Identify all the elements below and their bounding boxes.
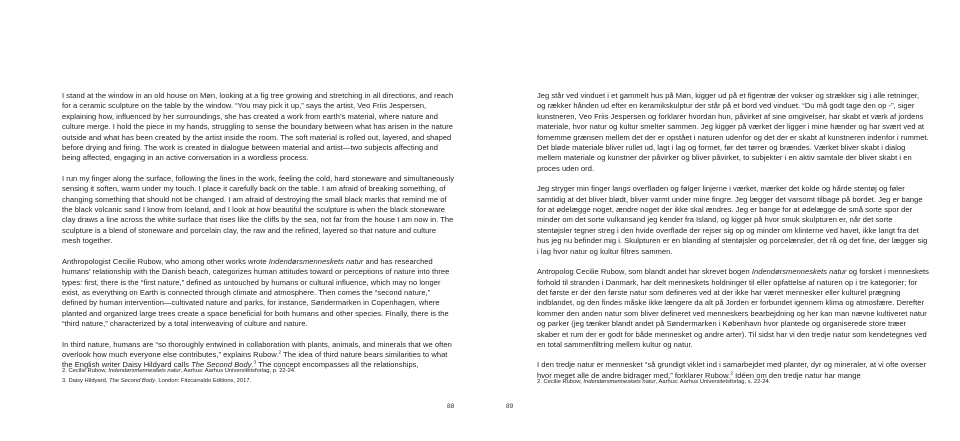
text-run: 2. Cecilie Rubow, — [62, 368, 109, 374]
paragraph — [537, 184, 929, 257]
text-run: Anthropologist Cecilie Rubow, who among other works wrote — [62, 256, 269, 266]
text-run: Indendørsmenneskets natur — [268, 256, 364, 266]
text-run: Idéen om den tredje natur har mange — [732, 370, 861, 380]
text-run: The Second Body — [109, 378, 156, 384]
text-run: I stand at the window in an old house on Møn, looking at a fig tree growing and stretching in all directions, and reach for a ceramic sculpture on the table by the window. “You may pick it up,” says the artist, Veo Friis Jespersen, explaining how, influenced by her surroundings, she has created a work from earth’s material, where nature and culture merge. I hold the piece in my hands, struggling to sense the boundary between what has arisen in the nature outside and what has been created by the artist inside the room. The soft material is rolled out, layered, and shaped before drying and firing. The work is created in dialogue between material and artist—two subjects affecting and being affected, engaging in an active conversation in a wordless process. — [62, 91, 454, 163]
paragraph — [62, 91, 454, 164]
paragraph — [62, 257, 454, 330]
text-run: 2. Cecilie Rubow, — [537, 379, 584, 385]
text-run: Jeg stryger min finger langs overfladen og følger linjerne i værket, mærker det kolde og hårde stentøj og føler samtidig at det bliver blødt, bliver varmt under mine fingre. Jeg lægger det varsomt tilbage på bordet. Jeg er bange for at ødelægge noget, ændre noget der ikke skal ændres. Jeg er bange for at ødelægge de små sorte spor der minder om det sorte vulkansand jeg kender fra Island, og kigger på hvor smuk skulpturen er, når det sorte stentøjsler tegner streg i den hvide overflade der rejser sig op og minder om klinterne ved havet, ikke langt fra det hus jeg nu befinder mig i. Skulpturen er en blanding af stentøjsler og porcelænsler, det rå og det fine, der lægger sig i lag hvor natur og kultur filtres sammen. — [537, 184, 928, 256]
text-run: , Aarhus: Aarhus Universitetsforlag, s. 22-24. — [655, 379, 771, 385]
page-number-right: 89 — [506, 403, 514, 410]
text-run: 3. Daisy Hildyard, — [62, 378, 110, 384]
paragraph — [62, 366, 454, 376]
text-run: In third nature, humans are “so thoroughly entwined in collaboration with plants, animals, and minerals that we often overlook how much everyone else contributes,” explains Rubow. — [62, 339, 452, 359]
page-right — [480, 0, 960, 441]
footnote-reference: 2 — [730, 370, 733, 376]
text-run: , Aarhus: Aarhus Universitetsforlag, p. 22-24. — [180, 368, 296, 374]
page-right-body-text — [537, 91, 929, 381]
paragraph — [537, 267, 929, 350]
text-run: and has researched humans’ relationship with the Danish beach, categorizes human attitudes toward or perceptions of nature into three types: first, there is the “first nature,” defined as untouched by humans or cultural influence, which may no longer exist, as everything on Earth is connected through climate and atmosphere. Then comes the “second nature,” defined by human intervention—cultivated nature and parks, for instance, Søndermarken in Copenhagen, where planted and organized large trees create a space beneficial for both humans and other species. Finally, there is the “third nature,” characterized by a total interweaving of culture and nature. — [62, 256, 450, 329]
text-run: The Second Body — [191, 360, 252, 370]
text-run: og forsket i menneskets forhold til stranden i Danmark, har delt menneskets holdninger til eller opfattelse af naturen op i tre kategorier; for det første er der den første natur som defineres ved at der ikke har været mennesker eller kulturel prægning indblandet, og den findes måske ikke længere da alt på Jorden er forbundet igennem klima og atmosfære. Derefter kommer den anden natur som bliver defineret ved menneskers bearbejdning og her kan man nævne kultiveret natur og parker (jeg tænker blandt andet på Søndermarken i København hvor plantede og organiserede store træer skaber et rum der er godt for både mennesket og andre arter). Til sidst har vi den tredje natur som kendetegnes ved en total sammenfiltring mellem kultur og natur. — [537, 267, 929, 349]
page-left-body-text — [62, 91, 454, 371]
text-run: The concept encompasses all the relationships, — [256, 360, 419, 370]
text-run: Jeg står ved vinduet i et gammelt hus på Møn, kigger ud på et figentræ der vokser og strækker sig i alle retninger, og rækker hånden ud efter en keramikskulptur der står på et bord ved vinduet. “Du må godt tage den op -”, siger kunstneren, Veo Friis Jespersen og forklarer hvordan hun, påvirket af sine omgivelser, har skabt et værk af jordens materiale, hvor natur og kultur smelter sammen. Jeg kigger på værket der ligger i mine hænder og har svært ved at fornemme grænsen mellem det der er opstået i naturen udenfor og det der er skabt af kunstneren indenfor i rummet. Det bløde materiale bliver rullet ud, lagt i lag og formet, før det tørrer og brændes. Værket bliver skabt i dialog mellem materiale og kunstner der påvirker og bliver påvirket, to subjekter i en aktiv samtale der bliver skabt i en proces uden ord. — [537, 91, 929, 173]
page-right-footnotes — [537, 377, 929, 387]
page-left-footnotes — [62, 366, 454, 386]
text-run: I run my finger along the surface, following the lines in the work, feeling the cold, hard stoneware and simultaneously sensing it soften, warm under my touch. I place it carefully back on the table. I am afraid of breaking something, of changing something that should not be changed. I am afraid of destroying the small black marks that remind me of the black volcanic sand I know from Iceland, and I look at how beautiful the sculpture is when the black stoneware clay draws a line across the white surface that rises like the cliffs by the sea, not far from the house I am now in. The sculpture is a blend of stoneware and porcelain clay, the raw and the refined, layered so that nature and culture mesh together. — [62, 173, 454, 246]
paragraph — [537, 91, 929, 174]
text-run: Indendørsmenneskets natur — [583, 379, 656, 385]
text-run: I den tredje natur er mennesket “så grundigt viklet ind i samarbejdet med planter, dyr og mineraler, at vi ofte overser hvor meget alle de andre bidrager med,” forklarer Rubow. — [537, 360, 927, 380]
text-run: . — [251, 360, 254, 370]
text-run: The idea of third nature bears similarities to what the English writer Daisy Hildyard calls — [62, 349, 448, 370]
footnote-reference: 2 — [278, 349, 282, 355]
paragraph — [537, 377, 929, 387]
text-run: Antropolog Cecilie Rubow, som blandt andet har skrevet bogen — [537, 267, 752, 277]
text-run: Indendørsmenneskets natur — [751, 267, 847, 277]
footnote-reference: 3 — [253, 359, 257, 365]
text-run: Indendørsmenneskets natur — [108, 368, 181, 374]
page-number-left: 88 — [447, 403, 455, 410]
paragraph — [62, 174, 454, 247]
paragraph — [62, 376, 454, 386]
text-run: . London: Fitzcarraldo Editions, 2017. — [155, 378, 252, 384]
